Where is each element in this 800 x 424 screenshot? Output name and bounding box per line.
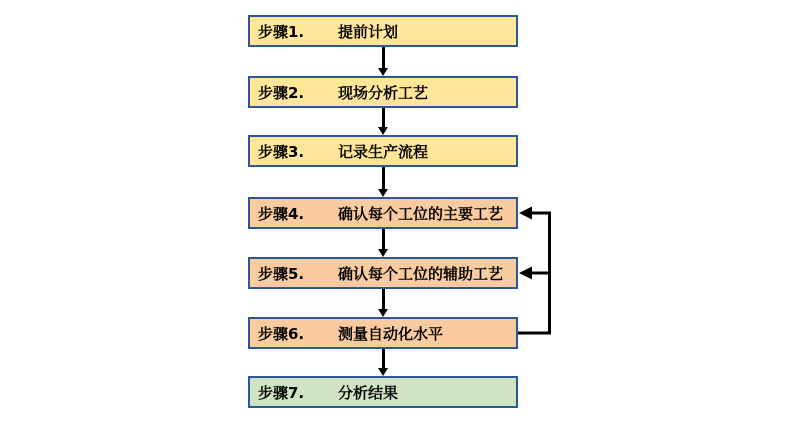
step-2-label: 步骤2. bbox=[258, 83, 305, 102]
step-5-label: 步骤5. bbox=[258, 264, 305, 283]
down-arrow-icon-1-2 bbox=[377, 47, 389, 76]
step-box-3 bbox=[248, 135, 518, 167]
down-arrow-icon-2-3 bbox=[377, 108, 389, 135]
step-box-4 bbox=[248, 197, 518, 229]
step-3-text: 记录生产流程 bbox=[338, 142, 429, 161]
down-arrow-icon-4-5 bbox=[377, 229, 389, 257]
step-box-6 bbox=[248, 317, 518, 349]
step-6-label: 步骤6. bbox=[258, 324, 305, 343]
step-6-text: 测量自动化水平 bbox=[338, 324, 444, 343]
step-2-text: 现场分析工艺 bbox=[338, 83, 429, 102]
down-arrow-icon-3-4 bbox=[377, 167, 389, 197]
step-3-label: 步骤3. bbox=[258, 142, 305, 161]
step-box-5 bbox=[248, 257, 518, 289]
down-arrow-icon-5-6 bbox=[377, 289, 389, 317]
step-box-7 bbox=[248, 376, 518, 408]
step-4-text: 确认每个工位的主要工艺 bbox=[338, 204, 504, 223]
step-7-text: 分析结果 bbox=[338, 383, 399, 402]
step-1-label: 步骤1. bbox=[258, 22, 305, 41]
step-7-label: 步骤7. bbox=[258, 383, 305, 402]
step-1-text: 提前计划 bbox=[338, 22, 399, 41]
step-5-text: 确认每个工位的辅助工艺 bbox=[338, 264, 504, 283]
down-arrow-icon-6-7 bbox=[377, 349, 389, 376]
step-box-1 bbox=[248, 15, 518, 47]
step-box-2 bbox=[248, 76, 518, 108]
step-4-label: 步骤4. bbox=[258, 204, 305, 223]
